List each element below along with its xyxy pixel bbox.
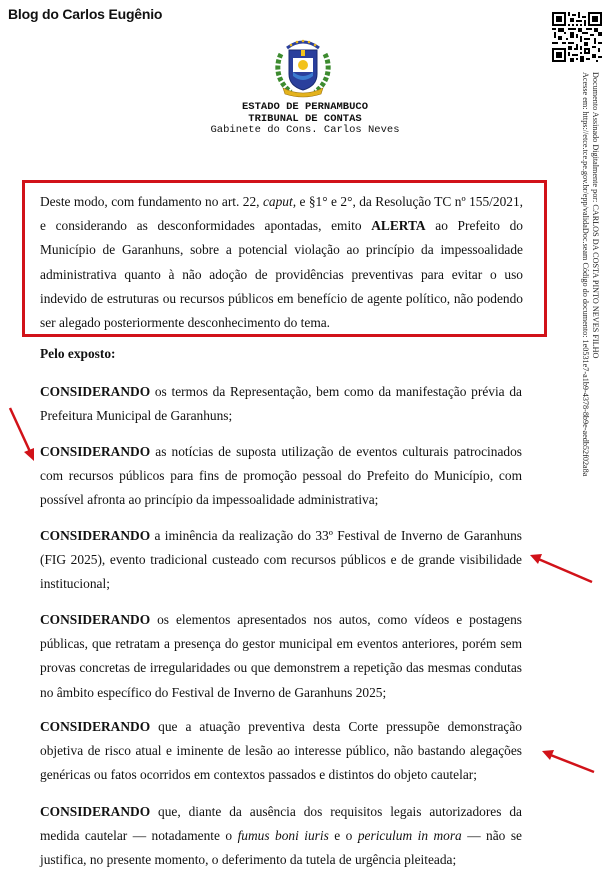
- red-arrow-icon: [526, 548, 596, 586]
- qr-code-icon: [552, 12, 602, 62]
- alert-paragraph: [40, 190, 523, 335]
- latin-term-1: fumus boni iuris: [237, 828, 329, 844]
- pelo-exposto-label: Pelo exposto:: [40, 346, 116, 361]
- considerando-label: CONSIDERANDO: [40, 804, 151, 819]
- pelo-exposto-heading: [40, 342, 522, 366]
- paragraph-text: a iminência da realização do 33º Festival de Inverno de Garanhuns (FIG 2025), evento tradicional custeado com recursos públicos e de grande visibilidade institucional;: [40, 528, 522, 592]
- considerando-paragraph-6: [40, 800, 522, 873]
- header-court: TRIBUNAL DE CONTAS: [248, 112, 362, 125]
- paragraph-text: e o: [328, 828, 358, 844]
- alert-text-1: Deste modo, com fundamento no art. 22,: [40, 194, 263, 209]
- header-state: ESTADO DE PERNAMBUCO: [241, 101, 369, 113]
- blog-watermark: Blog do Carlos Eugênio: [8, 6, 163, 22]
- considerando-label: CONSIDERANDO: [40, 528, 151, 543]
- considerando-paragraph-5: [40, 715, 522, 788]
- alert-text-2: e §1° e 2°, da Resolução TC nº 155/2021, e considerando as desconformidades apontadas, emito: [40, 194, 524, 234]
- red-arrow-icon: [4, 404, 40, 464]
- signature-line-1: Documento Assinado Digitalmente por: CARLOS DA COSTA PINTO NEVES FILHO: [591, 72, 600, 359]
- alert-text-caput: caput,: [262, 194, 297, 209]
- considerando-label: CONSIDERANDO: [40, 384, 151, 399]
- paragraph-text: — não se justifica, no presente momento, o deferimento da tutela de urgência pleiteada;: [40, 828, 522, 868]
- paragraph-text: as notícias de suposta utilização de eventos culturais patrocinados com recursos públicos para fins de promoção pessoal do Prefeito do Município, com possível afronta ao princípio da impessoalidade administrativa;: [40, 444, 522, 508]
- paragraph-text: que a atuação preventiva desta Corte pressupõe demonstração objetiva de risco atual e iminente de lesão ao interesse público, não bastando alegações genéricas ou fatos ocorridos em contextos passados e distintos do objeto cautelar;: [40, 719, 522, 783]
- alert-keyword: ALERTA: [371, 218, 426, 234]
- digital-signature-note: [580, 72, 600, 592]
- paragraph-text: os termos da Representação, bem como da manifestação prévia da Prefeitura Municipal de Garanhuns;: [40, 384, 522, 424]
- considerando-label: CONSIDERANDO: [40, 719, 151, 734]
- document-header: [130, 102, 480, 137]
- latin-term-2: periculum in mora: [357, 828, 462, 844]
- signature-line-2: Acesse em: https://etce.tce.pe.gov.br/epp/validaDoc.seam Código do documento: 1e0531e7-a1b9-4378-8b9e-aedb52f02a8a: [581, 72, 590, 477]
- coat-of-arms-icon: [271, 36, 335, 98]
- red-arrow-icon: [538, 744, 598, 776]
- considerando-label: CONSIDERANDO: [40, 444, 151, 459]
- paragraph-text: os elementos apresentados nos autos, como vídeos e postagens públicas, que retratam a presença do gestor municipal em eventos anteriores, porém sem provas concretas de irregularidades ou que demonstrem a repetição das mesmas condutas no âmbito específico do Festival de Inverno de Garanhuns 2025;: [40, 612, 522, 700]
- considerando-paragraph-4: [40, 608, 522, 705]
- considerando-label: CONSIDERANDO: [40, 612, 151, 627]
- paragraph-text: que, diante da ausência dos requisitos legais autorizadores da medida cautelar — notadamente o: [40, 804, 522, 844]
- header-office: Gabinete do Cons. Carlos Neves: [210, 124, 400, 136]
- considerando-paragraph-2: [40, 440, 522, 513]
- considerando-paragraph-3: [40, 524, 522, 597]
- alert-text-3: ao Prefeito do Município de Garanhuns, sobre a potencial violação ao princípio da impessoalidade administrativa quanto à não adoção de providências preventivas para evitar o uso indevido de estruturas ou recursos públicos em benefício de agente político, não podendo ser alegado posteriormente desconhecimento do tema.: [40, 218, 523, 331]
- considerando-paragraph-1: [40, 380, 522, 428]
